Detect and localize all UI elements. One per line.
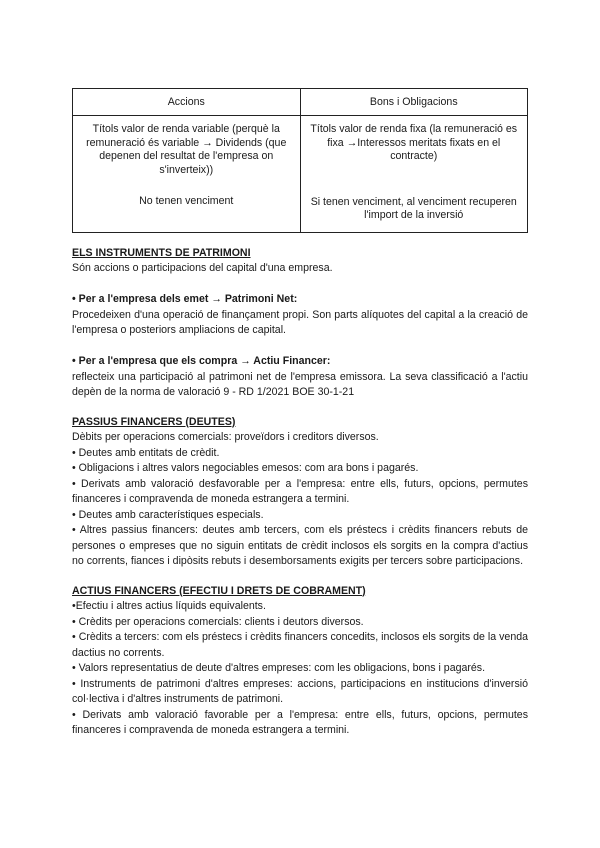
table-row: [73, 116, 528, 233]
section-heading: PASSIUS FINANCERS (DEUTES): [72, 415, 236, 428]
passius-section: [72, 415, 528, 570]
subheading: • Per a l'empresa que els compra → Actiu Financer:: [72, 355, 331, 367]
list-item: • Valors representatius de deute d'altres empreses: com les obligacions, bons i pagarés.: [72, 662, 486, 674]
paragraph: Són accions o participacions del capital d'una empresa.: [72, 262, 333, 274]
list-item: • Derivats amb valoració favorable per a l'empresa: entre ells, futurs, opcions, permutes financeres i compravenda de moneda estrangera a termini.: [72, 708, 528, 736]
list-item: • Crèdits a tercers: com els préstecs i crèdits financers concedits, inclosos els sorgits de la venda dactius no corrents.: [72, 631, 528, 659]
list-item: • Crèdits per operacions comercials: clients i deutors diversos.: [72, 615, 364, 628]
table-cell: [300, 116, 528, 233]
section-heading: ELS INSTRUMENTS DE PATRIMONI: [72, 246, 251, 259]
list-item: • Obligacions i altres valors negociables emesos: com ara bons i pagarés.: [72, 462, 419, 474]
list-item: • Altres passius financers: deutes amb tercers, com els préstecs i crèdits financers rebuts de persones o empreses que no siguin entitats de crèdit inclosos els sorgits en la compra d'actius no corrents, fiances i dipòsits rebuts i desemborsaments exigits per tercers sobre participacions.: [72, 524, 528, 567]
document-page: [72, 88, 528, 739]
cell-text: Títols valor de renda variable (perquè la remuneració és variable → Dividends (que depenen del resultat de l'empresa on s'inverteix)): [86, 123, 287, 176]
list-item: • Deutes amb característiques especials.: [72, 508, 264, 521]
cell-text: Títols valor de renda fixa (la remuneració es fixa →Interessos meritats fixats en el contracte): [310, 123, 518, 162]
list-item: • Deutes amb entitats de crèdit.: [72, 446, 220, 459]
comparison-table: [72, 88, 528, 233]
cell-text: No tenen venciment: [139, 195, 234, 207]
patrimoni-section: [72, 246, 528, 401]
table-header-row: [73, 89, 528, 116]
actius-section: [72, 584, 528, 739]
list-item: • Instruments de patrimoni d'altres empreses: accions, participacions en institucions d'inversió col·lectiva i d'altres instruments de patrimoni.: [72, 677, 528, 705]
paragraph: reflecteix una participació al patrimoni net de l'empresa emissora. La seva classificació a l'actiu depèn de la norma de valoració 9 - RD 1/2021 BOE 30-1-21: [72, 370, 528, 398]
list-item: •Efectiu i altres actius líquids equivalents.: [72, 600, 266, 612]
cell-text: Si tenen venciment, al venciment recuperen l'import de la inversió: [310, 195, 517, 221]
list-item: • Derivats amb valoració desfavorable per a l'empresa: entre ells, futurs, opcions, permutes financeres i compravenda de moneda estrangera a termini.: [72, 477, 528, 505]
list-item: Dèbits per operacions comercials: proveïdors i creditors diversos.: [72, 431, 379, 443]
table-cell: [73, 116, 301, 233]
section-heading: ACTIUS FINANCERS (EFECTIU I DRETS DE COBRAMENT): [72, 584, 366, 597]
table-header-accions: Accions: [73, 89, 301, 116]
subheading: • Per a l'empresa dels emet → Patrimoni Net:: [72, 293, 298, 305]
paragraph: Procedeixen d'una operació de finançament propi. Son parts alíquotes del capital a la creació de l'empresa o posteriors ampliacions de capital.: [72, 308, 528, 336]
table-header-bons: Bons i Obligacions: [300, 89, 528, 116]
